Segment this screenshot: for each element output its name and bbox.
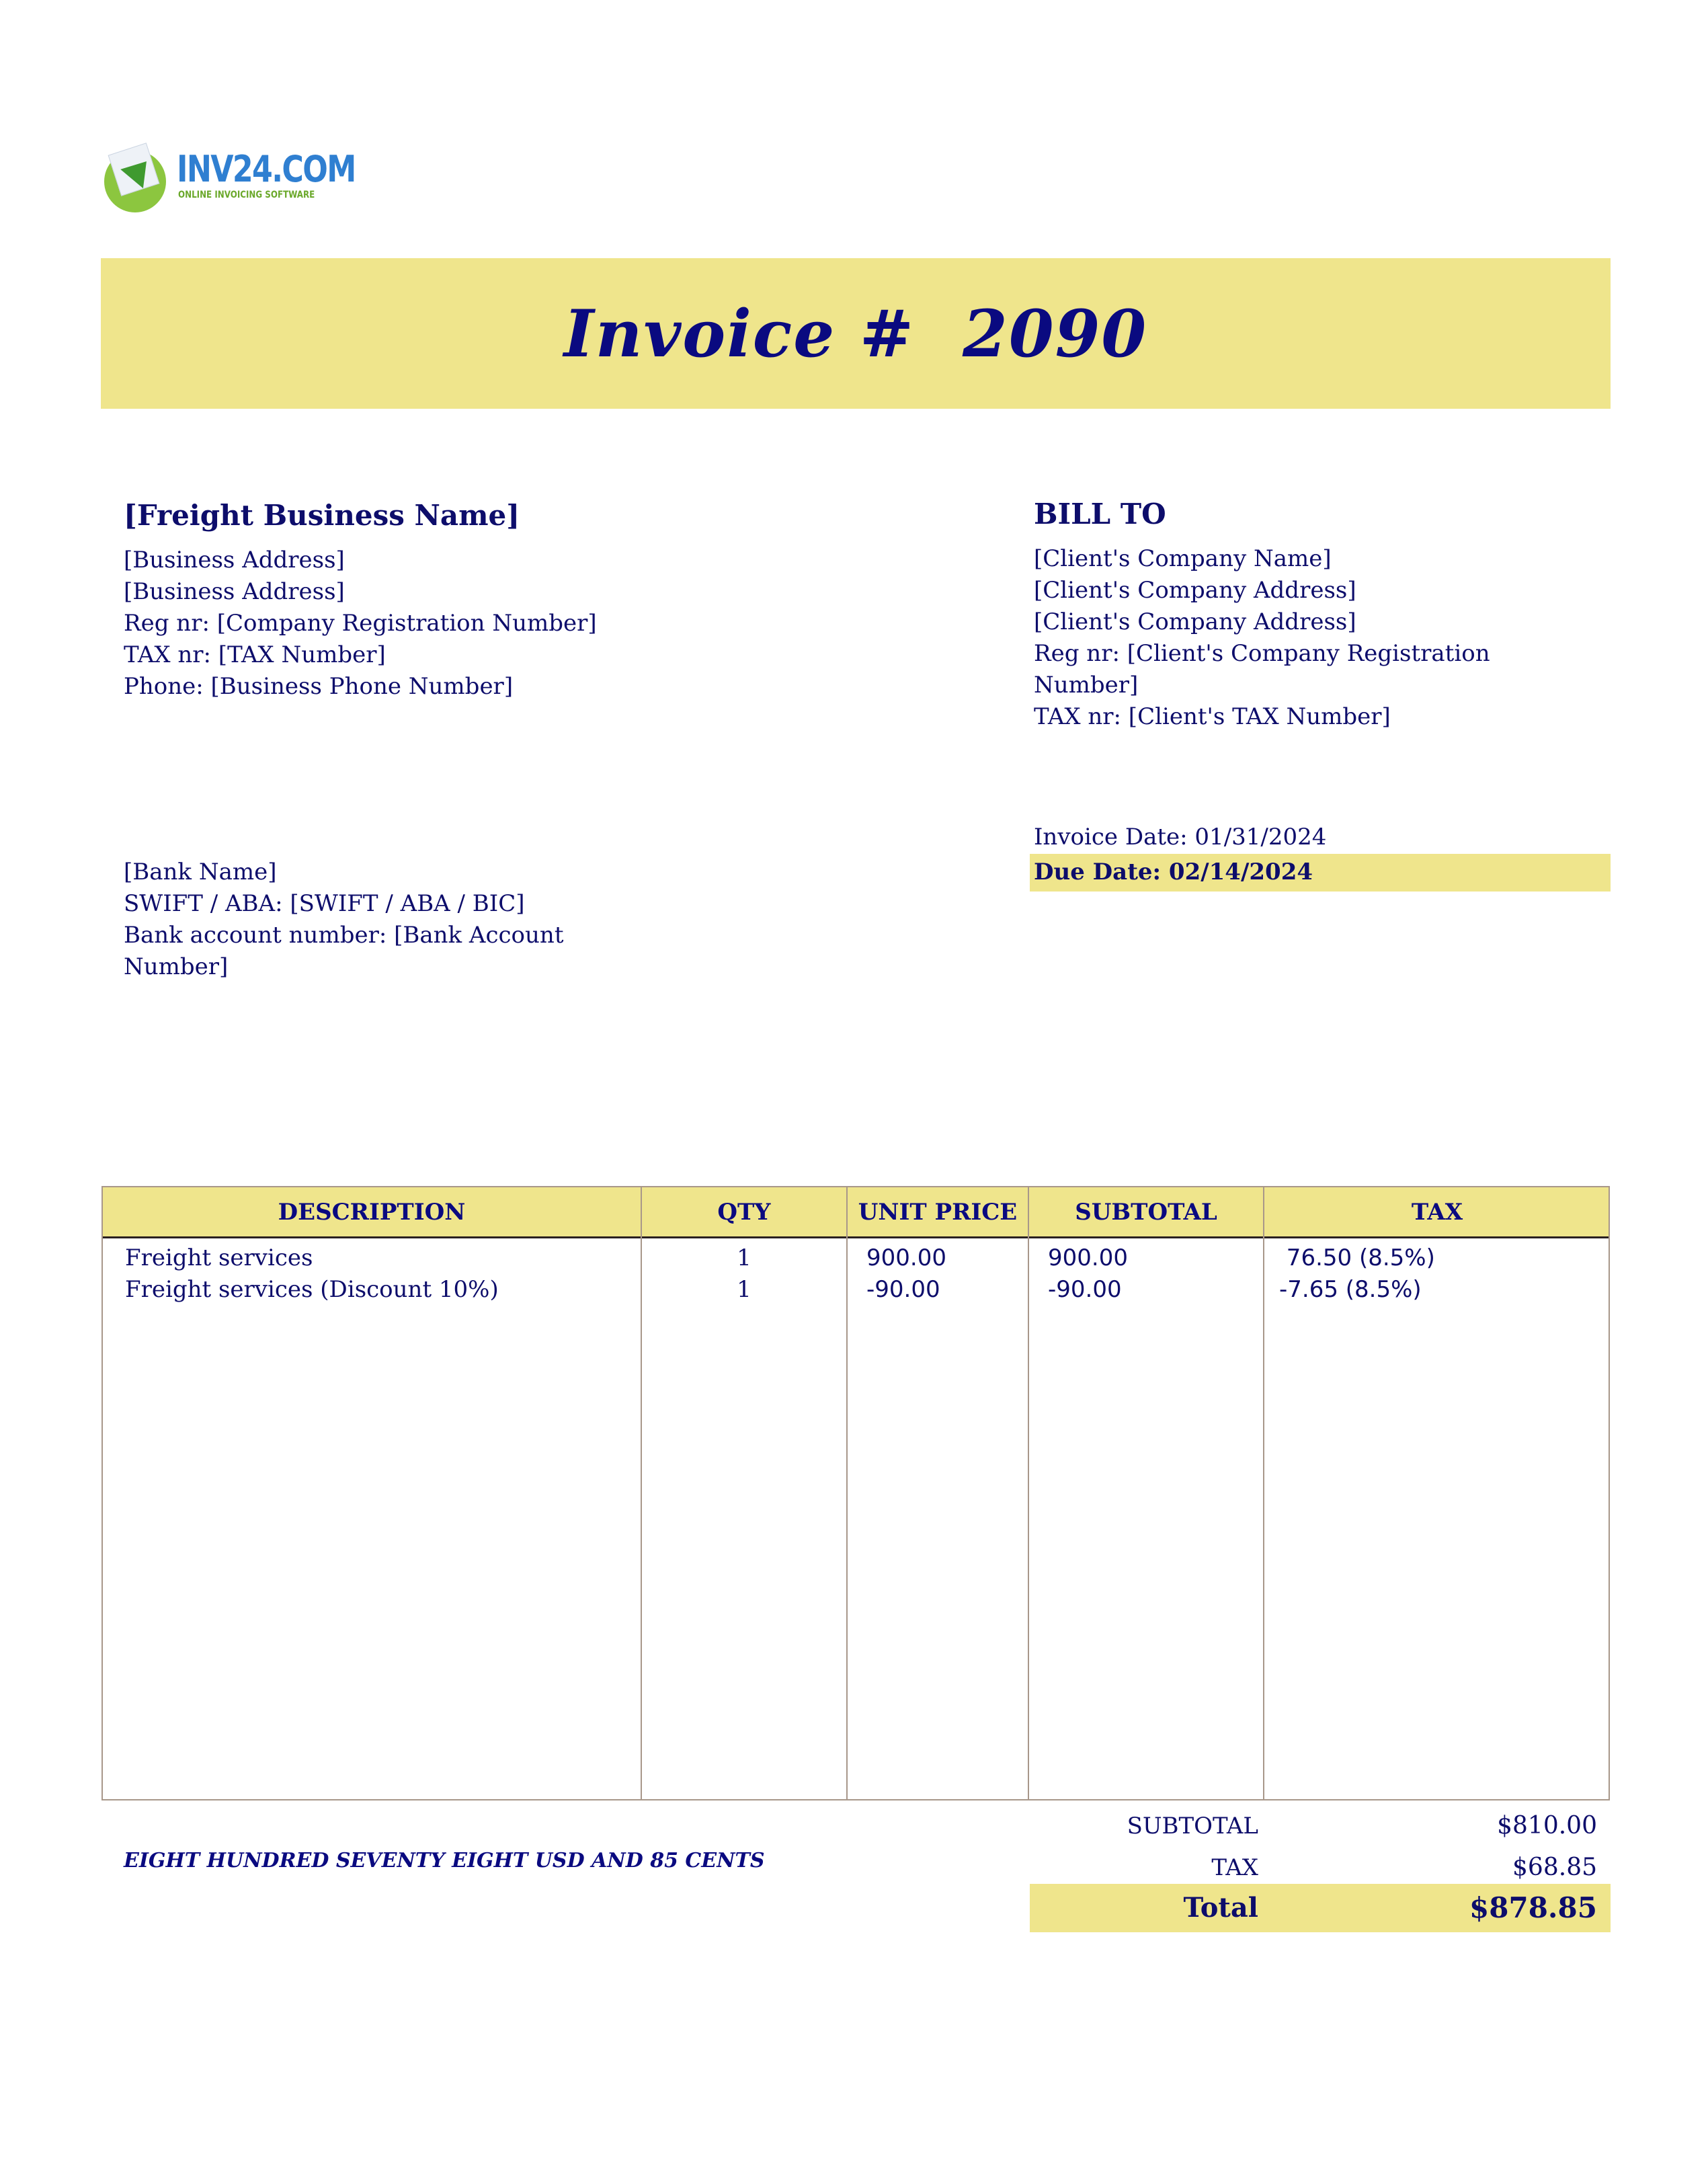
tax-label: TAX: [1211, 1854, 1258, 1881]
row-unit-price: 900.00: [866, 1244, 946, 1271]
logo-tagline: ONLINE INVOICING SOFTWARE: [178, 190, 315, 200]
logo-brand-text: INV24.COM: [177, 148, 356, 190]
row-qty: 1: [737, 1244, 751, 1271]
total-value: $878.85: [1469, 1891, 1597, 1924]
bank-swift: SWIFT / ABA: [SWIFT / ABA / BIC]: [124, 890, 525, 917]
column-header-subtotal: SUBTOTAL: [1075, 1198, 1217, 1226]
column-header-unit-price: UNIT PRICE: [858, 1198, 1018, 1226]
row-description: Freight services (Discount 10%): [125, 1276, 499, 1303]
row-tax: 76.50 (8.5%): [1279, 1244, 1435, 1271]
invoice-title: Invoice # 2090: [563, 295, 1148, 372]
row-subtotal: -90.00: [1048, 1276, 1122, 1303]
invoice-title-banner: [101, 258, 1611, 409]
seller-reg-number: Reg nr: [Company Registration Number]: [124, 610, 597, 637]
seller-phone: Phone: [Business Phone Number]: [124, 673, 514, 700]
column-header-qty: QTY: [717, 1198, 771, 1226]
client-company-name: [Client's Company Name]: [1034, 545, 1332, 572]
client-reg-number-cont: Number]: [1034, 672, 1139, 699]
tax-value: $68.85: [1512, 1854, 1597, 1881]
subtotal-label: SUBTOTAL: [1127, 1813, 1258, 1839]
column-divider: [1028, 1187, 1029, 1799]
row-subtotal: 900.00: [1048, 1244, 1128, 1271]
row-description: Freight services: [125, 1244, 313, 1271]
subtotal-value: $810.00: [1497, 1812, 1597, 1839]
due-date: Due Date: 02/14/2024: [1034, 859, 1313, 885]
amount-in-words: EIGHT HUNDRED SEVENTY EIGHT USD AND 85 CENTS: [124, 1849, 765, 1872]
client-address-2: [Client's Company Address]: [1034, 608, 1356, 635]
client-tax-number: TAX nr: [Client's TAX Number]: [1034, 703, 1391, 730]
seller-address-1: [Business Address]: [124, 547, 345, 573]
company-logo: [104, 145, 356, 210]
column-header-description: DESCRIPTION: [278, 1198, 466, 1226]
seller-name: [Freight Business Name]: [124, 499, 520, 532]
row-unit-price: -90.00: [866, 1276, 940, 1303]
line-items-table: [101, 1186, 1610, 1800]
bank-account-number: Bank account number: [Bank Account: [124, 922, 564, 949]
total-label: Total: [1183, 1892, 1258, 1924]
client-reg-number: Reg nr: [Client's Company Registration: [1034, 640, 1490, 667]
client-address-1: [Client's Company Address]: [1034, 577, 1356, 604]
bill-to-heading: BILL TO: [1034, 498, 1166, 530]
row-qty: 1: [737, 1276, 751, 1303]
row-tax: -7.65 (8.5%): [1279, 1276, 1422, 1303]
bank-account-number-cont: Number]: [124, 953, 229, 980]
column-divider: [1263, 1187, 1264, 1799]
column-header-tax: TAX: [1411, 1198, 1463, 1226]
seller-address-2: [Business Address]: [124, 578, 345, 605]
column-divider: [846, 1187, 848, 1799]
invoice-date: Invoice Date: 01/31/2024: [1034, 824, 1327, 850]
bank-name: [Bank Name]: [124, 859, 277, 885]
seller-tax-number: TAX nr: [TAX Number]: [124, 641, 386, 668]
